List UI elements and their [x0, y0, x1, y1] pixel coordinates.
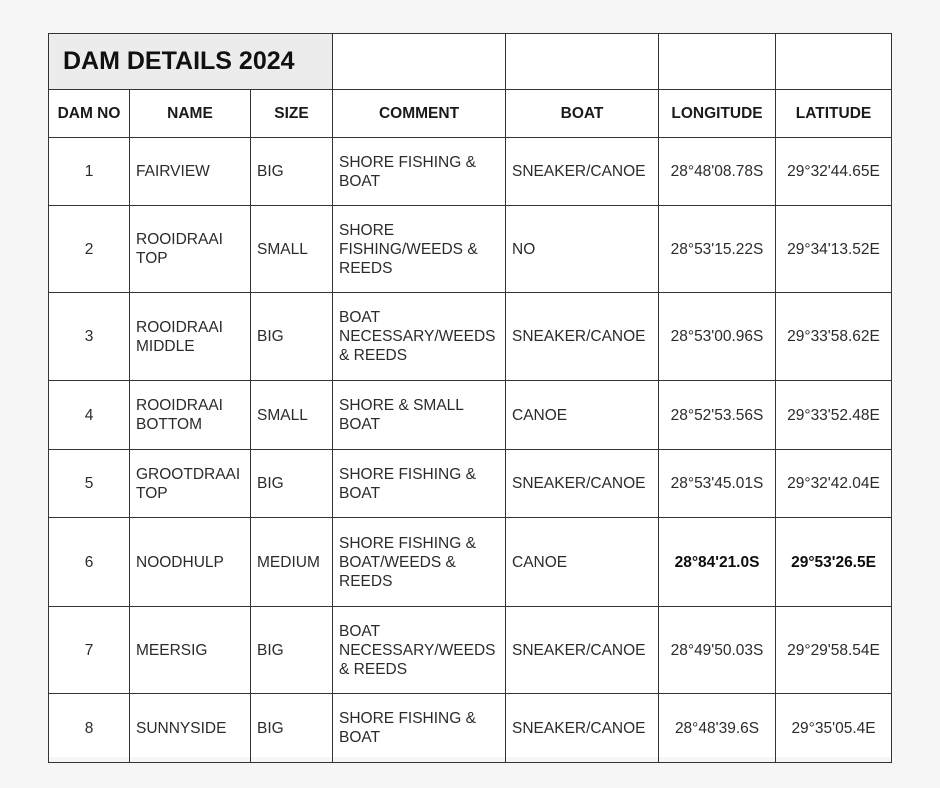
empty-cell [333, 34, 506, 90]
header-row [49, 90, 892, 138]
cell-longitude: 28°53'15.22S [659, 206, 776, 293]
cell-latitude: 29°53'26.5E [776, 518, 892, 607]
table-row [49, 381, 892, 450]
cell-size: BIG [251, 607, 333, 694]
dam-details-sheet [48, 33, 891, 757]
cell-size: SMALL [251, 381, 333, 450]
cell-latitude: 29°34'13.52E [776, 206, 892, 293]
empty-cell [659, 34, 776, 90]
cell-boat: CANOE [506, 381, 659, 450]
cell-comment: SHORE FISHING & BOAT [333, 694, 506, 763]
cell-dam-no: 6 [49, 518, 130, 607]
cell-latitude: 29°29'58.54E [776, 607, 892, 694]
column-header-size: SIZE [251, 90, 333, 138]
table-row [49, 694, 892, 763]
cell-size: BIG [251, 293, 333, 381]
cell-size: BIG [251, 450, 333, 518]
cell-name: FAIRVIEW [130, 138, 251, 206]
table-row [49, 138, 892, 206]
cell-name: GROOTDRAAI TOP [130, 450, 251, 518]
cell-longitude: 28°48'39.6S [659, 694, 776, 763]
dam-details-table [48, 33, 892, 763]
cell-boat: SNEAKER/CANOE [506, 694, 659, 763]
cell-latitude: 29°32'44.65E [776, 138, 892, 206]
column-header-boat: BOAT [506, 90, 659, 138]
cell-comment: SHORE & SMALL BOAT [333, 381, 506, 450]
cell-dam-no: 4 [49, 381, 130, 450]
cell-longitude: 28°48'08.78S [659, 138, 776, 206]
table-row [49, 206, 892, 293]
cell-name: ROOIDRAAI BOTTOM [130, 381, 251, 450]
cell-longitude: 28°53'45.01S [659, 450, 776, 518]
cell-boat: NO [506, 206, 659, 293]
column-header-latitude: LATITUDE [776, 90, 892, 138]
cell-dam-no: 1 [49, 138, 130, 206]
column-header-longitude: LONGITUDE [659, 90, 776, 138]
cell-name: ROOIDRAAI TOP [130, 206, 251, 293]
column-header-name: NAME [130, 90, 251, 138]
table-row [49, 518, 892, 607]
cell-dam-no: 5 [49, 450, 130, 518]
table-row [49, 450, 892, 518]
cell-name: SUNNYSIDE [130, 694, 251, 763]
title-row [49, 34, 892, 90]
table-row [49, 293, 892, 381]
cell-name: MEERSIG [130, 607, 251, 694]
cell-comment: SHORE FISHING & BOAT/WEEDS & REEDS [333, 518, 506, 607]
cell-dam-no: 8 [49, 694, 130, 763]
cell-boat: CANOE [506, 518, 659, 607]
cell-latitude: 29°33'58.62E [776, 293, 892, 381]
cell-longitude: 28°53'00.96S [659, 293, 776, 381]
cell-longitude: 28°52'53.56S [659, 381, 776, 450]
cell-comment: BOAT NECESSARY/WEEDS & REEDS [333, 607, 506, 694]
cell-latitude: 29°32'42.04E [776, 450, 892, 518]
cell-comment: BOAT NECESSARY/WEEDS & REEDS [333, 293, 506, 381]
table-title: DAM DETAILS 2024 [49, 34, 333, 90]
cell-boat: SNEAKER/CANOE [506, 607, 659, 694]
cell-longitude: 28°84'21.0S [659, 518, 776, 607]
column-header-comment: COMMENT [333, 90, 506, 138]
cell-size: SMALL [251, 206, 333, 293]
cell-comment: SHORE FISHING/WEEDS & REEDS [333, 206, 506, 293]
cell-comment: SHORE FISHING & BOAT [333, 450, 506, 518]
cell-latitude: 29°33'52.48E [776, 381, 892, 450]
cell-boat: SNEAKER/CANOE [506, 450, 659, 518]
cell-size: MEDIUM [251, 518, 333, 607]
cell-dam-no: 2 [49, 206, 130, 293]
cell-size: BIG [251, 138, 333, 206]
cell-latitude: 29°35'05.4E [776, 694, 892, 763]
empty-cell [776, 34, 892, 90]
cell-dam-no: 7 [49, 607, 130, 694]
cell-size: BIG [251, 694, 333, 763]
cell-boat: SNEAKER/CANOE [506, 138, 659, 206]
cell-longitude: 28°49'50.03S [659, 607, 776, 694]
cell-dam-no: 3 [49, 293, 130, 381]
table-row [49, 607, 892, 694]
empty-cell [506, 34, 659, 90]
cell-comment: SHORE FISHING & BOAT [333, 138, 506, 206]
column-header-dam-no: DAM NO [49, 90, 130, 138]
cell-boat: SNEAKER/CANOE [506, 293, 659, 381]
cell-name: NOODHULP [130, 518, 251, 607]
cell-name: ROOIDRAAI MIDDLE [130, 293, 251, 381]
